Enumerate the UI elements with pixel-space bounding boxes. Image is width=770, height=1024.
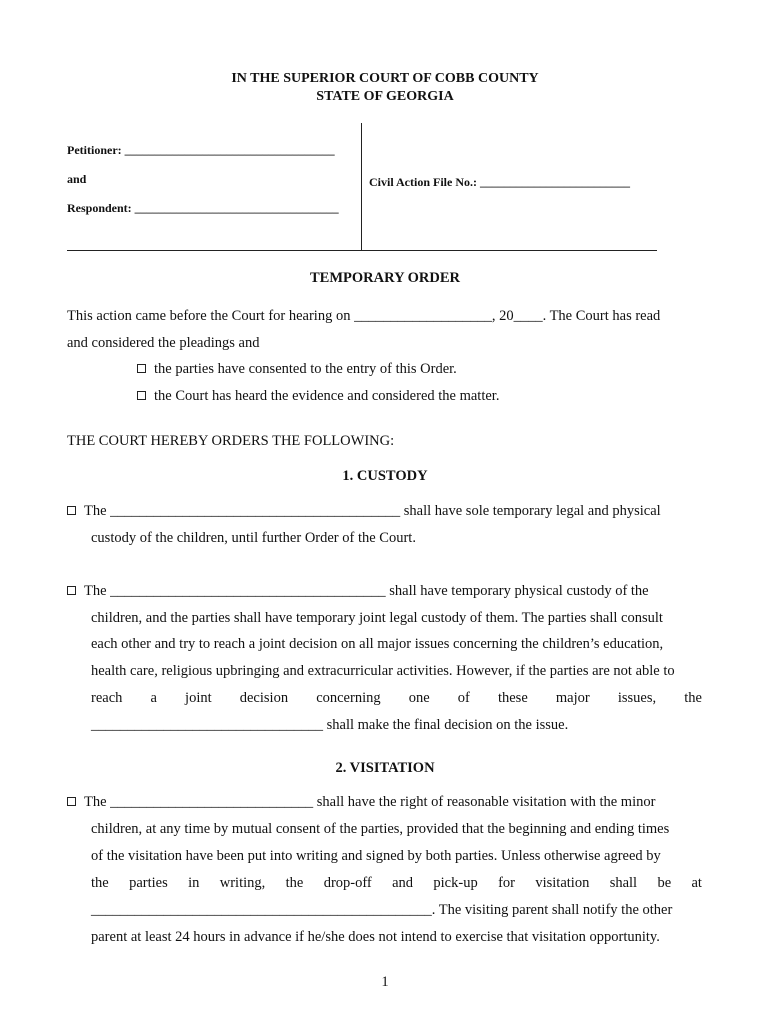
custody-option-2-line-3: each other and try to reach a joint decision on all major issues concerning the children’s education,: [91, 636, 664, 652]
word: the: [285, 875, 304, 891]
word: the: [684, 690, 702, 706]
word: major: [555, 690, 590, 706]
custody-option-2-line-1: The ______________________________________ shall have temporary physical custody of the: [84, 583, 649, 599]
court-header: [0, 70, 770, 106]
word: at: [691, 875, 702, 891]
civil-action-file-no[interactable]: Civil Action File No.: _________________________: [369, 175, 630, 189]
checkbox[interactable]: [67, 506, 76, 515]
visitation-line-3: of the visitation have been put into writing and signed by both parties. Unless otherwise agreed by: [91, 848, 661, 864]
word: drop-off: [323, 875, 372, 891]
checkbox[interactable]: [137, 364, 146, 373]
caption-divider-horizontal: [67, 250, 657, 251]
word: concerning: [316, 690, 381, 706]
custody-option-2-line-5: [91, 689, 702, 707]
checkbox[interactable]: [67, 586, 76, 595]
checkbox[interactable]: [67, 797, 76, 806]
document-title: TEMPORARY ORDER: [310, 270, 460, 286]
custody-option-1-line-1: The ________________________________________ shall have sole temporary legal and physical: [84, 503, 661, 519]
word: parties: [129, 875, 168, 891]
word: of: [457, 690, 470, 706]
word: for: [498, 875, 515, 891]
word: one: [408, 690, 430, 706]
and-label: and: [67, 172, 87, 186]
option-heard-evidence: [137, 387, 499, 405]
word: issues,: [617, 690, 657, 706]
respondent-line[interactable]: Respondent: __________________________________: [67, 201, 339, 215]
word: pick-up: [433, 875, 478, 891]
word: shall: [609, 875, 638, 891]
custody-option-2-line-2: children, and the parties shall have temporary joint legal custody of them. The parties shall consult: [91, 610, 663, 626]
checkbox[interactable]: [137, 391, 146, 400]
visitation-heading: 2. VISITATION: [335, 760, 435, 776]
intro-line-1: This action came before the Court for hearing on ___________________, 20____. The Court has read: [67, 308, 661, 324]
option-consented: [137, 360, 457, 378]
word: joint: [185, 690, 212, 706]
custody-option-1-line-2: custody of the children, until further Order of the Court.: [91, 530, 416, 546]
page-number: 1: [381, 974, 389, 990]
word: and: [392, 875, 414, 891]
word: decision: [239, 690, 289, 706]
custody-option-2-line-4: health care, religious upbringing and extracurricular activities. However, if the parties are not able to: [91, 663, 675, 679]
word: be: [657, 875, 672, 891]
option-heard-evidence-label: the Court has heard the evidence and considered the matter.: [154, 388, 500, 404]
word: visitation: [535, 875, 590, 891]
state-name: STATE OF GEORGIA: [316, 89, 454, 104]
visitation-line-1: The ____________________________ shall have the right of reasonable visitation with the minor: [84, 794, 656, 810]
word: in: [188, 875, 200, 891]
custody-option-2: [67, 582, 649, 600]
caption-divider-vertical: [361, 123, 362, 251]
custody-option-2-line-6: ________________________________ shall make the final decision on the issue.: [91, 717, 569, 733]
word: reach: [91, 690, 123, 706]
visitation-line-6: parent at least 24 hours in advance if he/she does not intend to exercise that visitation opportunity.: [91, 929, 660, 945]
visitation-line-2: children, at any time by mutual consent of the parties, provided that the beginning and ending times: [91, 821, 670, 837]
option-consented-label: the parties have consented to the entry of this Order.: [154, 361, 457, 377]
word: a: [150, 690, 157, 706]
visitation-option: [67, 793, 655, 811]
visitation-line-4: [91, 874, 702, 892]
orders-heading: THE COURT HEREBY ORDERS THE FOLLOWING:: [67, 433, 395, 449]
visitation-line-5: _______________________________________________. The visiting parent shall notify the other: [91, 902, 673, 918]
word: these: [497, 690, 528, 706]
word: writing,: [219, 875, 266, 891]
petitioner-line[interactable]: Petitioner: ___________________________________: [67, 143, 335, 157]
intro-line-2: and considered the pleadings and: [67, 335, 260, 351]
custody-heading: 1. CUSTODY: [342, 468, 428, 484]
custody-option-1: [67, 502, 661, 520]
word: the: [91, 875, 109, 891]
court-name: IN THE SUPERIOR COURT OF COBB COUNTY: [231, 71, 539, 86]
